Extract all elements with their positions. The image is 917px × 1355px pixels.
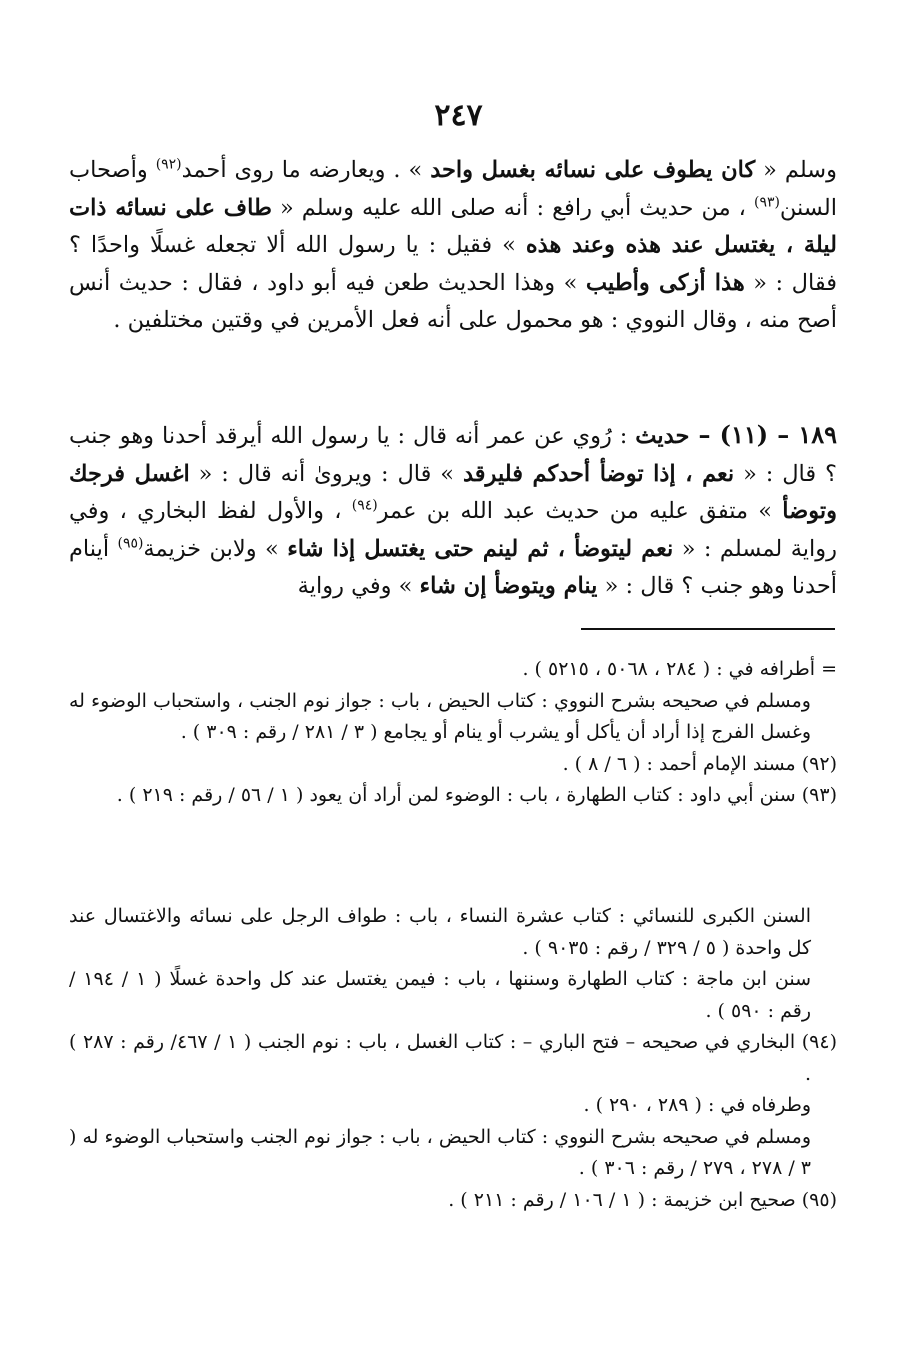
text-run: وسلم « xyxy=(755,157,837,183)
hadith-number: ١٨٩ – (١١) – xyxy=(689,420,837,449)
text-run: » متفق عليه من حديث عبد الله بن عمر xyxy=(377,498,783,524)
text-run: » قال : ويروىٰ أنه قال : « xyxy=(189,460,463,487)
text-run: » وهذا الحديث طعن فيه أبو داود ، فقال : حديث أنس أصح منه ، وقال النووي : هو محمول على أنه فعل الأمرين في وقتين مختلفين . xyxy=(69,269,837,333)
hadith-quote: ينام ويتوضأ إن شاء xyxy=(419,573,598,599)
hadith-quote: كان يطوف على نسائه بغسل واحد xyxy=(430,157,756,183)
hadith-quote: طاف على نسائه ذات ليلة ، يغتسل عند هذه وعند هذه xyxy=(69,194,837,258)
footnote-separator xyxy=(581,628,835,630)
footnote-94-source: ومسلم في صحيحه بشرح النووي : كتاب الحيض ، باب : جواز نوم الجنب واستحباب الوضوء له ( ٣ / ٢٧٨ ، ٢٧٩ / رقم : ٣٠٦ ) . xyxy=(69,1125,812,1179)
footnote-92: (٩٢) مسند الإمام أحمد : ( ٦ / ٨ ) . xyxy=(562,752,837,775)
hadith-quote: نعم ، إذا توضأ أحدكم فليرقد xyxy=(462,460,735,487)
hadith-label: حديث xyxy=(635,423,690,449)
text-run: ، والأول لفظ البخاري ، وفي رواية لمسلم : « xyxy=(69,498,838,562)
footnote-ref-93: (٩٣) xyxy=(754,194,780,210)
text-run: ، من حديث أبي رافع : أنه صلى الله عليه وسلم « xyxy=(271,194,754,221)
text-run: » . ويعارضه ما روى أحمد xyxy=(181,157,431,183)
text-run: وأصحاب السنن xyxy=(69,157,837,221)
footnote-ref-92: (٩٢) xyxy=(155,156,182,173)
footnote-continued: ومسلم في صحيحه بشرح النووي : كتاب الحيض ، باب : جواز نوم الجنب ، واستحباب الوضوء له وغسل الفرج إذا أراد أن يأكل أو يشرب أو ينام أو يجامع ( ٣ / ٢٨١ / رقم : ٣٠٩ ) . xyxy=(69,689,811,743)
footnotes-block-a xyxy=(69,654,837,812)
text-run: : رُوي عن عمر أنه قال : يا رسول الله أيرقد أحدنا وهو جنب ؟ قال : « xyxy=(69,423,837,487)
footnote-94-source: وطرفاه في : ( ٢٨٩ ، ٢٩٠ ) . xyxy=(583,1094,811,1116)
footnote-94: (٩٤) البخاري في صحيحه – فتح الباري – : كتاب الغسل ، باب : نوم الجنب ( ١ / ٤٦٧/ رقم : ٢٨٧ ) . xyxy=(69,1031,838,1085)
footnote-ref-95: (٩٥) xyxy=(117,535,144,551)
footnote-ref-94: (٩٤) xyxy=(351,497,378,514)
hadith-quote: هذا أزكى وأطيب xyxy=(585,269,745,296)
footnote-95: (٩٥) صحيح ابن خزيمة : ( ١ / ١٠٦ / رقم : ٢١١ ) . xyxy=(448,1188,837,1211)
page-number: ٢٤٧ xyxy=(434,98,483,133)
hadith-quote: اغسل فرجك وتوضأ xyxy=(69,460,837,524)
text-run: » وفي رواية xyxy=(297,573,420,599)
footnote-93: (٩٣) سنن أبي داود : كتاب الطهارة ، باب : الوضوء لمن أراد أن يعود ( ١ / ٥٦ / رقم : ٢١٩ ) . xyxy=(116,784,837,806)
text-run: » ولابن خزيمة xyxy=(143,535,288,562)
body-paragraph-2 xyxy=(69,416,837,606)
text-run: أينام أحدنا وهو جنب ؟ قال : « xyxy=(69,535,837,599)
footnotes-block-b xyxy=(69,901,837,1216)
hadith-quote: نعم ليتوضأ ، ثم لينم حتى يغتسل إذا شاء xyxy=(287,535,674,562)
footnote-93-source: السنن الكبرى للنسائي : كتاب عشرة النساء ، باب : طواف الرجل على نسائه والاغتسال عند كل واحدة ( ٥ / ٣٢٩ / رقم : ٩٠٣٥ ) . xyxy=(69,905,811,959)
footnote-93-source: سنن ابن ماجة : كتاب الطهارة وسننها ، باب : فيمن يغتسل عند كل واحدة غسلًا ( ١ / ١٩٤ / رقم : ٥٩٠ ) . xyxy=(69,968,811,1022)
text-run: » فقيل : يا رسول الله ألا تجعله غسلًا واحدًا ؟ فقال : « xyxy=(69,232,837,296)
footnote-continued: = أطرافه في : ( ٢٨٤ ، ٥٠٦٨ ، ٥٢١٥ ) . xyxy=(522,658,837,680)
body-paragraph-1 xyxy=(69,152,837,340)
